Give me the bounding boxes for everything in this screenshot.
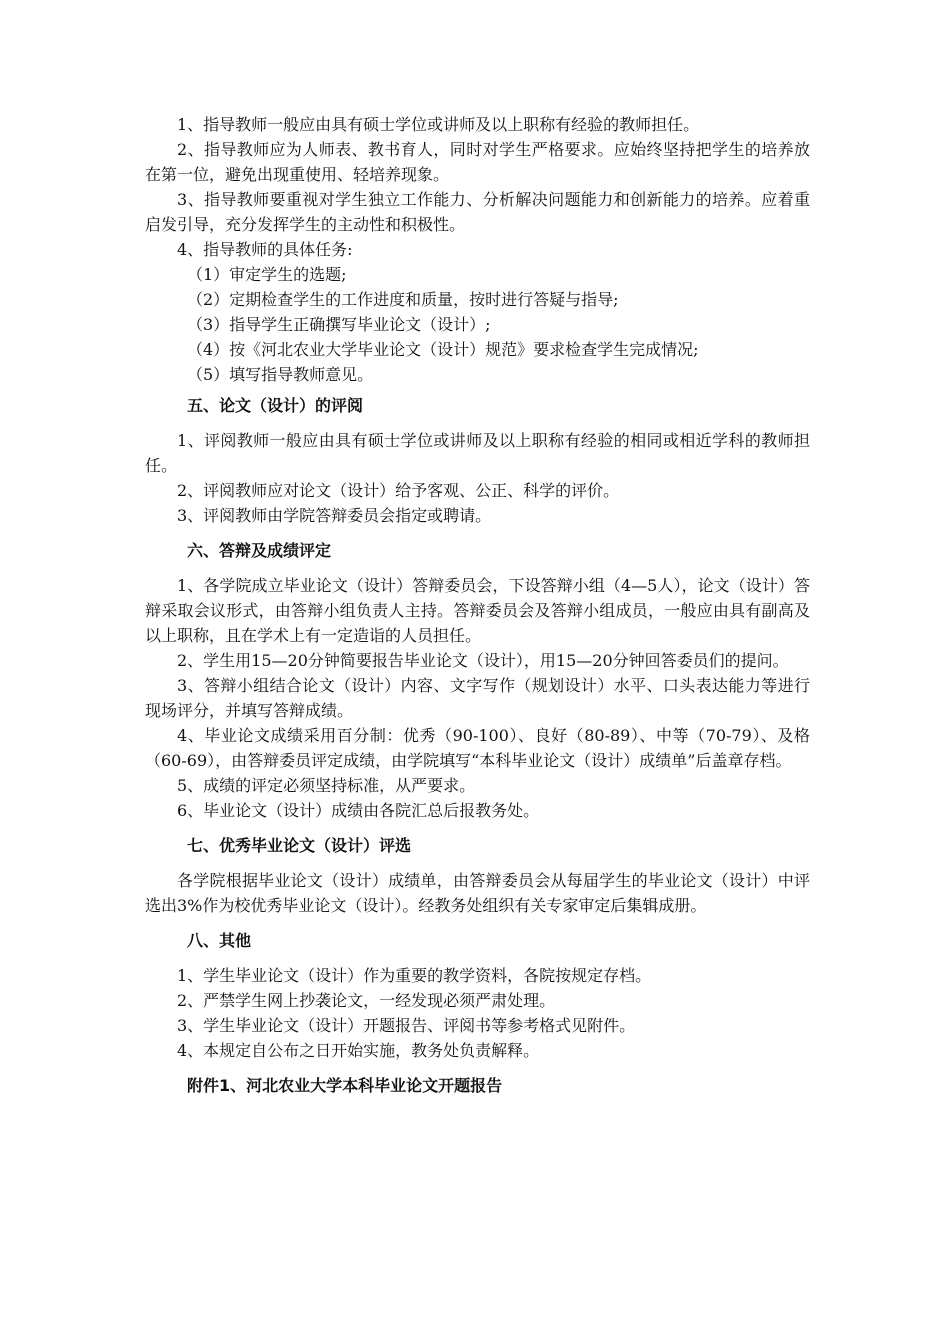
paragraph: 4、本规定自公布之日开始实施，教务处负责解释。 <box>177 1041 540 1060</box>
section-heading: 七、优秀毕业论文（设计）评选 <box>187 836 412 855</box>
paragraph: 2、指导教师应为人师表、教书育人，同时对学生严格要求。应始终坚持把学生的培养放在第一位，避免出现重使用、轻培养现象。 <box>145 140 810 184</box>
paragraph: 6、毕业论文（设计）成绩由各院汇总后报教务处。 <box>177 801 540 820</box>
task-item: （4）按《河北农业大学毕业论文（设计）规范》要求检查学生完成情况; <box>187 340 699 359</box>
document-page <box>145 112 810 1108</box>
paragraph: 2、评阅教师应对论文（设计）给予客观、公正、科学的评价。 <box>177 481 620 500</box>
appendix-heading: 附件1、河北农业大学本科毕业论文开题报告 <box>187 1076 503 1095</box>
paragraph: 3、学生毕业论文（设计）开题报告、评阅书等参考格式见附件。 <box>177 1016 636 1035</box>
paragraph: 3、评阅教师由学院答辩委员会指定或聘请。 <box>177 506 492 525</box>
paragraph: 1、各学院成立毕业论文（设计）答辩委员会，下设答辩小组（4—5人），论文（设计）答辩采取会议形式，由答辩小组负责人主持。答辩委员会及答辩小组成员，一般应由具有副高及以上职称，且在学术上有一定造诣的人员担任。 <box>145 576 810 645</box>
section-heading: 八、其他 <box>187 931 252 950</box>
section-heading: 五、论文（设计）的评阅 <box>187 396 364 415</box>
task-item: （1）审定学生的选题; <box>187 265 347 284</box>
paragraph: 1、学生毕业论文（设计）作为重要的教学资料，各院按规定存档。 <box>177 966 652 985</box>
paragraph: 各学院根据毕业论文（设计）成绩单，由答辩委员会从每届学生的毕业论文（设计）中评选出3%作为校优秀毕业论文（设计）。经教务处组织有关专家审定后集辑成册。 <box>145 871 810 915</box>
paragraph: 1、指导教师一般应由具有硕士学位或讲师及以上职称有经验的教师担任。 <box>177 115 700 134</box>
paragraph: 2、严禁学生网上抄袭论文，一经发现必须严肃处理。 <box>177 991 556 1010</box>
paragraph: 3、指导教师要重视对学生独立工作能力、分析解决问题能力和创新能力的培养。应着重启发引导，充分发挥学生的主动性和积极性。 <box>145 190 810 234</box>
paragraph: 2、学生用15—20分钟简要报告毕业论文（设计），用15—20分钟回答委员们的提问。 <box>177 651 789 670</box>
paragraph: 5、成绩的评定必须坚持标准，从严要求。 <box>177 776 476 795</box>
paragraph: 4、毕业论文成绩采用百分制：优秀（90-100）、良好（80-89）、中等（70-79）、及格（60-69），由答辩委员评定成绩，由学院填写“本科毕业论文（设计）成绩单”后盖章存档。 <box>145 726 810 770</box>
task-item: （5）填写指导教师意见。 <box>187 365 374 384</box>
paragraph: 4、指导教师的具体任务: <box>177 240 353 259</box>
paragraph: 3、答辩小组结合论文（设计）内容、文字写作（规划设计）水平、口头表达能力等进行现场评分，并填写答辩成绩。 <box>145 676 810 720</box>
paragraph: 1、评阅教师一般应由具有硕士学位或讲师及以上职称有经验的相同或相近学科的教师担任。 <box>145 431 810 475</box>
section-heading: 六、答辩及成绩评定 <box>187 541 332 560</box>
task-item: （3）指导学生正确撰写毕业论文（设计）; <box>187 315 491 334</box>
task-item: （2）定期检查学生的工作进度和质量，按时进行答疑与指导; <box>187 290 619 309</box>
